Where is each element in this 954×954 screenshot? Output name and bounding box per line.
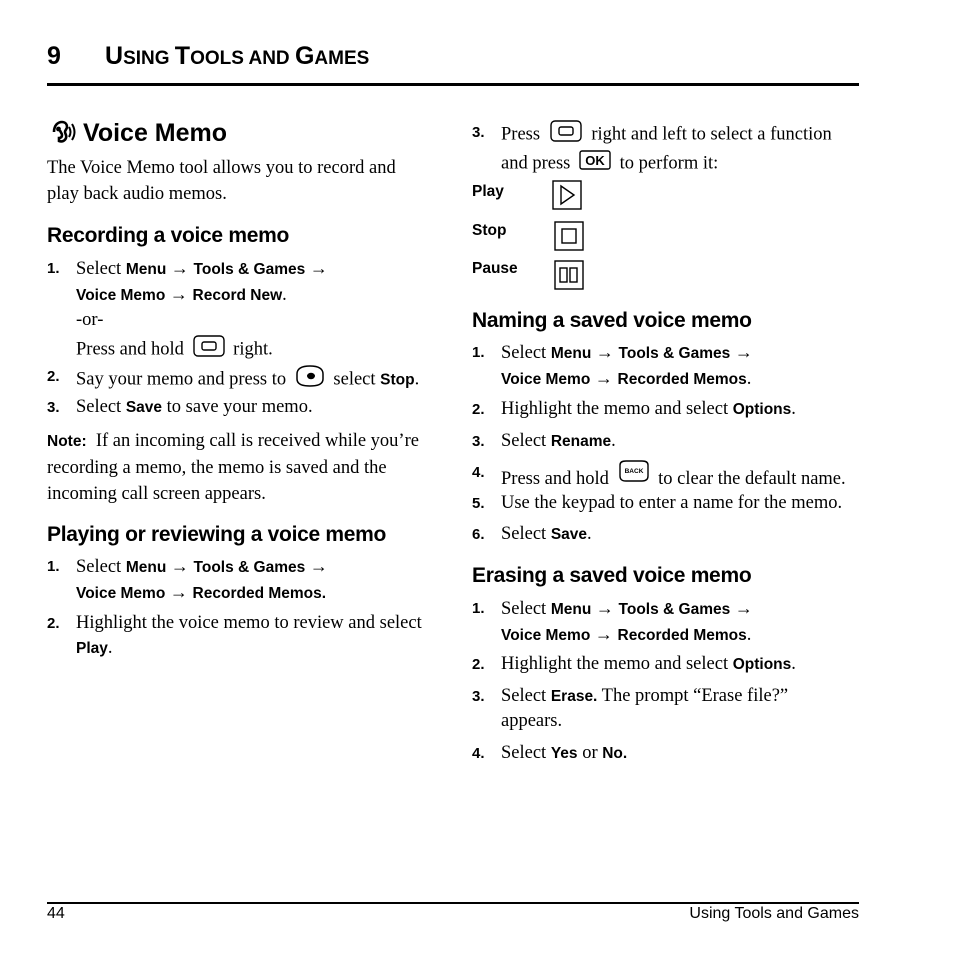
rename-label: Rename: [550, 433, 612, 450]
chapter-number: 9: [47, 42, 61, 70]
naming-step-6: [472, 522, 592, 547]
record-new-label: Record New: [192, 287, 283, 304]
step-text: Highlight the memo and select: [501, 654, 733, 674]
arrow: →: [595, 342, 614, 362]
step-line: [501, 741, 627, 766]
step-number: 2.: [47, 368, 60, 385]
arrow: →: [170, 556, 189, 576]
options-label: Options: [732, 656, 792, 673]
naming-step-4: [472, 460, 846, 492]
menu-label: Menu: [550, 345, 592, 362]
step-text: Select: [501, 431, 551, 451]
step-text: or: [577, 743, 603, 763]
menu-label: Menu: [125, 261, 167, 278]
arrow: →: [594, 624, 613, 644]
yes-label: Yes: [550, 745, 578, 762]
chapter-title-part: AMES: [314, 48, 370, 69]
arrow: →: [595, 598, 614, 618]
erasing-step-1: [472, 596, 753, 648]
arrow: →: [169, 582, 188, 602]
step-text: Highlight the memo and select: [501, 399, 733, 419]
step-text: Select: [501, 743, 551, 763]
back-key-icon: [618, 460, 650, 490]
note-line: recording a memo, the memo is saved and the: [47, 458, 387, 478]
function-label-stop: Stop: [472, 222, 507, 239]
step-line: [76, 395, 313, 420]
intro-line: The Voice Memo tool allows you to record and: [47, 158, 396, 178]
arrow: →: [734, 342, 753, 362]
step-number: 6.: [472, 526, 485, 543]
or-text: -or-: [76, 310, 104, 330]
back-key-label: BACK: [624, 468, 643, 475]
step-line: [501, 522, 592, 547]
save-label: Save: [125, 399, 163, 416]
nav-key-icon: [193, 335, 225, 365]
period: .: [414, 369, 420, 390]
naming-step-5: [472, 491, 842, 516]
step-text: Select: [501, 599, 551, 619]
period: .: [587, 524, 592, 544]
play-icon: [552, 180, 582, 215]
playing-heading: Playing or reviewing a voice memo: [47, 523, 387, 546]
step-number: 3.: [472, 688, 485, 705]
chapter-title-part: T: [174, 42, 191, 70]
step-line: [501, 150, 832, 178]
step-text: right and left to select a function: [591, 124, 832, 145]
step-text: appears.: [501, 711, 563, 731]
page-number: 44: [47, 905, 65, 922]
step-text: to perform it:: [619, 153, 719, 174]
voice-memo-label: Voice Memo: [501, 371, 591, 388]
step-number: 4.: [472, 745, 485, 762]
recorded-memos-label: Recorded Memos.: [192, 585, 327, 602]
step-text: to save your memo.: [162, 397, 313, 417]
step-text: to clear the default name.: [658, 469, 846, 489]
step-line: [501, 397, 796, 422]
erasing-heading: Erasing a saved voice memo: [472, 564, 752, 587]
step-line: [501, 652, 796, 677]
step-line: [76, 580, 328, 606]
step-number: 3.: [47, 399, 60, 416]
period: .: [611, 431, 616, 451]
step-number: 3.: [472, 433, 485, 450]
step-line: [76, 335, 328, 365]
recording-step-2: [47, 364, 419, 396]
voice-memo-icon: [51, 120, 77, 151]
step-line: [76, 282, 328, 308]
step-text: Say your memo and press to: [76, 369, 287, 390]
tools-games-label: Tools & Games: [618, 601, 731, 618]
voice-memo-title: Voice Memo: [83, 119, 228, 147]
period: .: [282, 285, 287, 305]
section-title: [51, 119, 227, 151]
arrow: →: [309, 556, 328, 576]
naming-step-1: [472, 340, 753, 392]
step-number: 1.: [472, 600, 485, 617]
header-rule: [47, 83, 859, 86]
step-text: Press and hold: [76, 339, 184, 360]
step-line: [501, 340, 753, 366]
step-number: 2.: [472, 401, 485, 418]
erase-label: Erase.: [550, 688, 598, 705]
step-line: [501, 460, 846, 492]
recording-heading: Recording a voice memo: [47, 224, 289, 247]
step-text: Highlight the voice memo to review and select: [76, 613, 422, 633]
naming-step-2: [472, 397, 796, 422]
period: .: [107, 638, 113, 658]
step-text: select: [333, 369, 376, 390]
save-label: Save: [550, 526, 588, 543]
step-number: 2.: [47, 615, 60, 632]
period: .: [746, 369, 752, 389]
erasing-step-2: [472, 652, 796, 677]
step-line: [76, 256, 328, 282]
ok-button-icon: [579, 150, 611, 178]
step-line: [501, 596, 753, 622]
step-text: Select: [501, 343, 551, 363]
function-label-pause: Pause: [472, 260, 518, 277]
stop-label: Stop: [380, 371, 415, 389]
step-line: [76, 636, 422, 661]
step-number: 5.: [472, 495, 485, 512]
step-text: Select: [76, 557, 126, 577]
step-number: 4.: [472, 464, 485, 481]
no-label: No.: [602, 745, 628, 762]
playing-step-2: [47, 611, 422, 661]
ok-key-icon: [295, 364, 325, 396]
step-number: 1.: [47, 260, 60, 277]
arrow: →: [594, 368, 613, 388]
chapter-title: [47, 42, 369, 71]
step-number: 1.: [47, 558, 60, 575]
naming-step-3: [472, 429, 616, 454]
step-number: 3.: [472, 124, 485, 141]
note-line: incoming call screen appears.: [47, 484, 266, 504]
step-line: [501, 622, 753, 648]
step-text: Press and hold: [501, 469, 609, 489]
arrow: →: [170, 258, 189, 278]
note-line: If an incoming call is received while you’re: [95, 431, 419, 451]
step-text: Select: [501, 524, 551, 544]
menu-label: Menu: [125, 559, 167, 576]
tools-games-label: Tools & Games: [618, 345, 731, 362]
playing-step-1: [47, 554, 328, 606]
step-text: Select: [76, 259, 126, 279]
period: .: [791, 399, 796, 419]
ok-key-label: OK: [585, 153, 605, 168]
recorded-memos-label: Recorded Memos: [617, 627, 747, 644]
step-text: and press: [501, 153, 571, 174]
tools-games-label: Tools & Games: [193, 559, 306, 576]
arrow: →: [309, 258, 328, 278]
step-number: 2.: [472, 656, 485, 673]
recorded-memos-label: Recorded Memos: [617, 371, 747, 388]
stop-icon: [554, 221, 584, 256]
menu-label: Menu: [550, 601, 592, 618]
period: .: [746, 625, 752, 645]
chapter-title-part: SING: [123, 48, 175, 69]
step-line: [76, 364, 419, 396]
naming-heading: Naming a saved voice memo: [472, 309, 752, 332]
chapter-title-part: OOLS AND: [190, 48, 295, 69]
chapter-title-part: G: [294, 42, 315, 70]
recording-step-3: [47, 395, 313, 420]
step-line: [76, 554, 328, 580]
step-text: Press: [501, 124, 541, 145]
step-text: Use the keypad to enter a name for the memo.: [501, 493, 843, 513]
arrow: →: [169, 284, 188, 304]
chapter-title-part: U: [105, 42, 124, 70]
voice-memo-label: Voice Memo: [501, 627, 591, 644]
tools-games-label: Tools & Games: [193, 261, 306, 278]
intro-paragraph: [47, 155, 396, 207]
note-label: Note:: [47, 433, 87, 450]
footer-rule: [47, 902, 859, 904]
functions-step-3: [472, 120, 832, 178]
step-line: [501, 429, 616, 454]
step-line: [501, 120, 832, 150]
nav-key-icon: [550, 120, 582, 150]
voice-memo-label: Voice Memo: [76, 585, 166, 602]
arrow: →: [734, 598, 753, 618]
step-text: Select: [76, 397, 126, 417]
step-number: 1.: [472, 344, 485, 361]
voice-memo-label: Voice Memo: [76, 287, 166, 304]
pause-icon: [554, 260, 584, 295]
step-text: Select: [501, 686, 551, 706]
step-text: right.: [233, 339, 273, 360]
play-label: Play: [76, 640, 108, 657]
step-line: [501, 366, 753, 392]
note: [47, 428, 419, 507]
erasing-step-4: [472, 741, 627, 766]
function-label-play: Play: [472, 183, 504, 200]
options-label: Options: [732, 401, 792, 418]
erasing-step-3: [472, 684, 788, 734]
intro-line: play back audio memos.: [47, 184, 227, 204]
period: .: [791, 654, 796, 674]
step-line: [501, 684, 788, 709]
step-text: The prompt “Erase file?”: [597, 686, 789, 706]
recording-step-1: [47, 256, 328, 365]
footer-title: Using Tools and Games: [689, 905, 859, 922]
